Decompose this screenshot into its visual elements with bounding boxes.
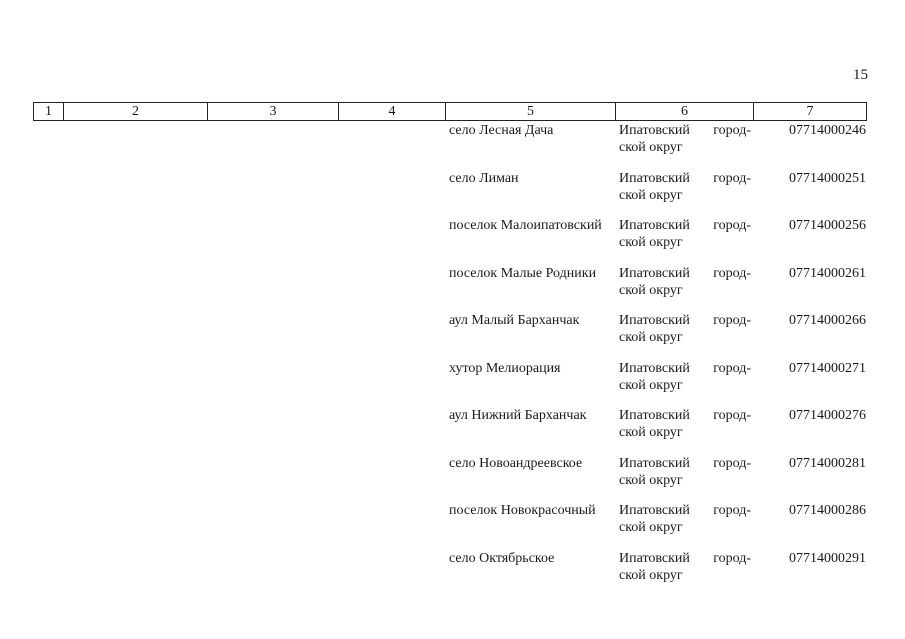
district-word-hyphenated: город- — [713, 408, 751, 423]
table-row — [0, 265, 905, 311]
district-word-hyphenated: город- — [713, 550, 751, 566]
code-cell: 07714000291 — [789, 550, 866, 566]
header-col-6: 6 — [616, 103, 754, 120]
district-word: Ипатовский — [619, 265, 690, 281]
table-row — [0, 502, 905, 548]
settlement-cell: аул Малый Барханчак — [449, 313, 580, 328]
district-word: Ипатовский — [619, 218, 690, 233]
district-cell — [619, 455, 751, 489]
district-word-hyphenated: город- — [713, 123, 751, 138]
settlement-cell: село Октябрьское — [449, 550, 555, 566]
page-number: 15 — [853, 67, 868, 83]
header-col-7: 7 — [806, 104, 814, 119]
district-line-2: ской округ — [619, 282, 683, 298]
district-word: Ипатовский — [619, 550, 690, 566]
code-cell: 07714000261 — [789, 265, 866, 281]
district-word-hyphenated: город- — [713, 265, 751, 281]
district-word: Ипатовский — [619, 170, 690, 186]
district-word-hyphenated: город- — [713, 503, 751, 518]
table-row — [0, 407, 905, 453]
district-line-2: ской округ — [619, 140, 683, 155]
table-row — [0, 122, 905, 168]
code-cell: 07714000281 — [789, 455, 866, 471]
table-row — [0, 170, 905, 216]
code-cell: 07714000266 — [789, 313, 866, 328]
table-row — [0, 360, 905, 406]
settlement-cell: село Лесная Дача — [449, 123, 554, 138]
settlement-cell: поселок Малые Родники — [449, 265, 597, 281]
table-row — [0, 455, 905, 501]
table-row — [0, 217, 905, 263]
header-col-5: 5 — [446, 103, 616, 120]
district-cell — [619, 265, 751, 299]
district-cell — [619, 360, 751, 394]
district-line-2: ской округ — [619, 425, 683, 440]
header-col-2: 2 — [64, 103, 208, 120]
district-cell — [619, 407, 751, 441]
table-row — [0, 312, 905, 358]
district-line-2: ской округ — [619, 520, 683, 535]
header-col-3: 3 — [208, 103, 339, 120]
district-cell — [619, 122, 751, 156]
district-line-2: ской округ — [619, 235, 683, 250]
district-word-hyphenated: город- — [713, 170, 751, 186]
code-cell: 07714000251 — [789, 170, 866, 186]
code-cell: 07714000246 — [789, 123, 866, 138]
settlement-cell: поселок Малоипатовский — [449, 218, 602, 233]
district-word: Ипатовский — [619, 503, 690, 518]
code-cell: 07714000276 — [789, 408, 866, 423]
header-col-4: 4 — [339, 103, 446, 120]
district-cell — [619, 217, 751, 251]
district-word: Ипатовский — [619, 408, 690, 423]
district-cell — [619, 502, 751, 536]
settlement-cell: село Лиман — [449, 170, 519, 186]
header-col-1: 1 — [34, 103, 64, 120]
district-word-hyphenated: город- — [713, 218, 751, 233]
settlement-cell: хутор Мелиорация — [449, 360, 561, 376]
district-line-2: ской округ — [619, 472, 683, 488]
district-cell — [619, 550, 751, 584]
district-line-2: ской округ — [619, 567, 683, 583]
table-row — [0, 550, 905, 596]
district-cell — [619, 170, 751, 204]
code-cell: 07714000286 — [789, 503, 866, 518]
district-line-2: ской округ — [619, 377, 683, 393]
district-word: Ипатовский — [619, 313, 690, 328]
district-line-2: ской округ — [619, 187, 683, 203]
district-word: Ипатовский — [619, 123, 690, 138]
code-cell: 07714000271 — [789, 360, 866, 376]
table-header-row — [33, 102, 867, 121]
district-word: Ипатовский — [619, 455, 690, 471]
district-word-hyphenated: город- — [713, 360, 751, 376]
district-line-2: ской округ — [619, 330, 683, 345]
settlement-cell: поселок Новокрасочный — [449, 503, 596, 518]
settlement-cell: аул Нижний Барханчак — [449, 408, 587, 423]
district-word: Ипатовский — [619, 360, 690, 376]
code-cell: 07714000256 — [789, 218, 866, 233]
district-word-hyphenated: город- — [713, 313, 751, 328]
district-word-hyphenated: город- — [713, 455, 751, 471]
settlement-cell: село Новоандреевское — [449, 455, 583, 471]
district-cell — [619, 312, 751, 346]
